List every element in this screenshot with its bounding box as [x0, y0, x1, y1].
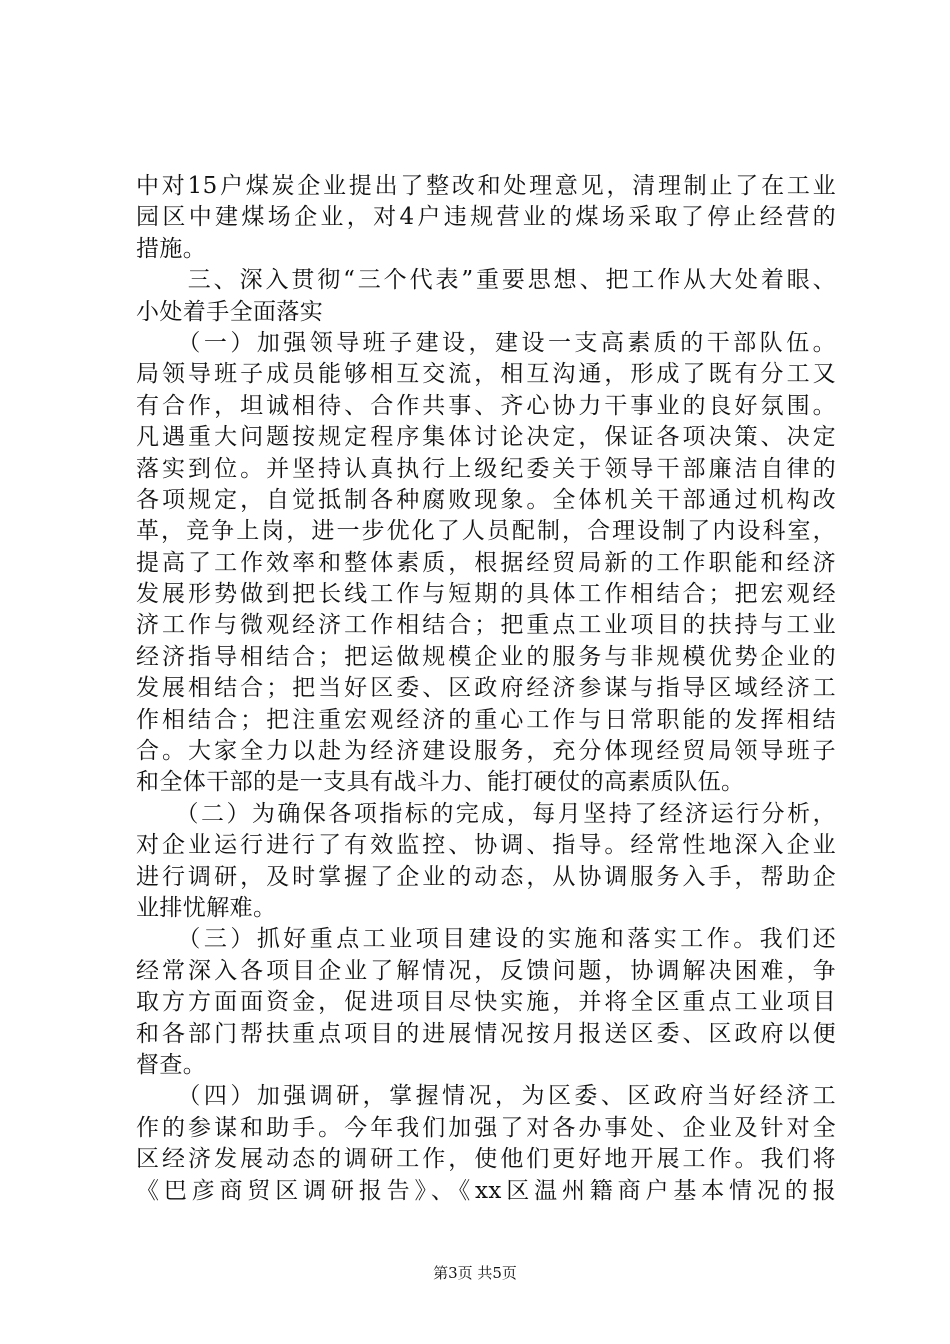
body-text-line: 经常深入各项目企业了解情况，反馈问题，协调解决困难，争	[136, 957, 836, 984]
body-text-line: （三）抓好重点工业项目建设的实施和落实工作。我们还	[136, 926, 836, 953]
body-text-line: 凡遇重大问题按规定程序集体讨论决定，保证各项决策、决定	[136, 424, 836, 451]
body-text-line: 落实到位。并坚持认真执行上级纪委关于领导干部廉洁自律的	[136, 455, 836, 482]
body-text-line: 取方方面面资金，促进项目尽快实施，并将全区重点工业项目	[136, 989, 836, 1016]
body-text-line: 作相结合；把注重宏观经济的重心工作与日常职能的发挥相结	[136, 706, 836, 733]
body-text-line: 合。大家全力以赴为经济建设服务，充分体现经贸局领导班子	[136, 738, 836, 765]
document-body	[136, 171, 836, 1207]
body-text-line: 有合作，坦诚相待、合作共事、齐心协力干事业的良好氛围。	[136, 392, 836, 419]
body-text-line: 发展形势做到把长线工作与短期的具体工作相结合；把宏观经	[136, 581, 836, 608]
body-text-line: 局领导班子成员能够相互交流，相互沟通，形成了既有分工又	[136, 361, 836, 388]
page-footer: 第3页 共5页	[433, 1264, 517, 1282]
body-text-line: 和全体干部的是一支具有战斗力、能打硬仗的高素质队伍。	[136, 769, 745, 796]
body-text-line: 对企业运行进行了有效监控、协调、指导。经常性地深入企业	[136, 832, 836, 859]
body-text-line: 区经济发展动态的调研工作，使他们更好地开展工作。我们将	[136, 1146, 836, 1173]
body-text-line: 经济指导相结合；把运做规模企业的服务与非规模优势企业的	[136, 643, 836, 670]
body-text-line: 小处着手全面落实	[136, 298, 324, 325]
body-text-line: 和各部门帮扶重点项目的进展情况按月报送区委、区政府以便	[136, 1020, 836, 1047]
body-text-line: 提高了工作效率和整体素质，根据经贸局新的工作职能和经济	[136, 549, 836, 576]
body-text-line: 革，竞争上岗，进一步优化了人员配制，合理设制了内设科室，	[136, 518, 836, 545]
body-text-line: 中对15户煤炭企业提出了整改和处理意见，清理制止了在工业	[136, 173, 836, 199]
body-text-line: （一）加强领导班子建设，建设一支高素质的干部队伍。	[136, 329, 836, 356]
body-text-line: （二）为确保各项指标的完成，每月坚持了经济运行分析，	[136, 800, 836, 827]
body-text-line: 措施。	[136, 235, 207, 262]
body-text-line: 作的参谋和助手。今年我们加强了对各办事处、企业及针对全	[136, 1114, 836, 1141]
body-text-line: 发展相结合；把当好区委、区政府经济参谋与指导区域经济工	[136, 675, 836, 702]
body-text-line: 进行调研，及时掌握了企业的动态，从协调服务入手，帮助企	[136, 863, 836, 890]
body-text-line: 园区中建煤场企业，对4户违规营业的煤场采取了停止经营的	[136, 204, 836, 231]
body-text-line: 《巴彦商贸区调研报告》、《xx区温州籍商户基本情况的报	[136, 1177, 836, 1204]
body-text-line: 督查。	[136, 1051, 207, 1078]
body-text-line: 业排忧解难。	[136, 894, 277, 921]
body-text-line: 三、深入贯彻“三个代表”重要思想、把工作从大处着眼、	[136, 267, 836, 294]
body-text-line: （四）加强调研，掌握情况，为区委、区政府当好经济工	[136, 1083, 836, 1110]
body-text-line: 济工作与微观经济工作相结合；把重点工业项目的扶持与工业	[136, 612, 836, 639]
body-text-line: 各项规定，自觉抵制各种腐败现象。全体机关干部通过机构改	[136, 486, 836, 513]
